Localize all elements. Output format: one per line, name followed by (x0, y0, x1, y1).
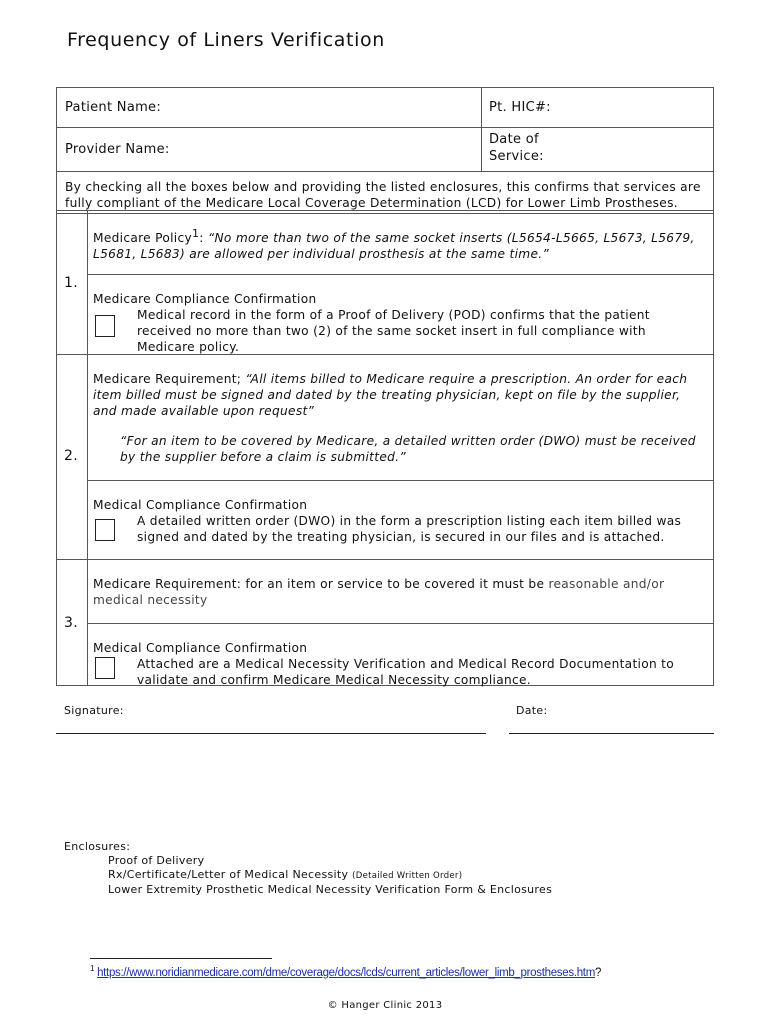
provider-name-label: Provider Name: (65, 142, 170, 157)
enclosure-item-text: Rx/Certificate/Letter of Medical Necessity (108, 868, 349, 881)
patient-name-label: Patient Name: (65, 100, 162, 115)
patient-name-cell[interactable] (57, 88, 482, 127)
section-2-checkbox[interactable] (95, 519, 115, 541)
section-3-number-cell (57, 559, 88, 685)
section-2-requirement-label: Medicare Requirement; (93, 372, 246, 386)
patient-info-table (56, 87, 714, 214)
provider-name-cell[interactable] (57, 128, 482, 171)
section-2-number-cell (57, 354, 88, 559)
section-1-checkbox[interactable] (95, 315, 115, 337)
divider (57, 559, 713, 560)
footnote-divider (90, 958, 272, 959)
patient-row (57, 88, 713, 128)
enclosure-item-note: (Detailed Written Order) (352, 871, 463, 881)
section-3-number: 3. (64, 615, 78, 631)
section-2-quote-2: “For an item to be covered by Medicare, a detailed written order (DWO) must be received by the supplier before a claim is submitted.” (120, 434, 696, 464)
section-1-requirement (87, 226, 713, 262)
page-title: Frequency of Liners Verification (67, 29, 385, 51)
date-line[interactable] (509, 733, 714, 734)
section-3-requirement-label: Medicare Requirement: for an item or service to be covered it must be (93, 577, 549, 591)
enclosure-item: Lower Extremity Prosthetic Medical Necessity Verification Form & Enclosures (108, 883, 553, 896)
section-1-colon: : (199, 231, 208, 246)
enclosure-item: Proof of Delivery (108, 854, 205, 867)
section-3-confirmation-text: Attached are a Medical Necessity Verification and Medical Record Documentation to validate and confirm Medicare Medical Necessity compliance. (137, 657, 674, 687)
footnote (90, 964, 601, 979)
footnote-suffix: ? (594, 966, 602, 979)
divider (87, 274, 713, 275)
divider (87, 623, 713, 624)
section-1-confirmation-text: Medical record in the form of a Proof of Delivery (POD) confirms that the patient received no more than two (2) of the same socket insert in full compliance with Medicare policy. (137, 308, 650, 354)
enclosure-item (64, 868, 552, 883)
section-3-requirement-tail: reasonable and/or medical necessity (93, 577, 665, 607)
signature-line[interactable] (56, 733, 486, 734)
date-of-service-label-2: Service: (489, 149, 544, 164)
intro-row (57, 172, 713, 213)
section-2-confirmation-text: A detailed written order (DWO) in the form a prescription listing each item billed was signed and dated by the treating physician, is secured in our files and is attached. (137, 514, 682, 544)
section-1-number-cell (57, 211, 88, 354)
section-2-quote: “All items billed to Medicare require a prescription. An order for each item billed must be signed and dated by the treating physician, kept on file by the supplier, and made available upon request” (93, 372, 688, 418)
section-2-confirmation-label: Medical Compliance Confirmation (93, 498, 308, 512)
enclosures-label: Enclosures: (64, 840, 131, 853)
section-2-number: 2. (64, 448, 78, 464)
copyright: © Hanger Clinic 2013 (327, 1000, 443, 1011)
signature-label: Signature: (64, 704, 124, 717)
enclosures (64, 840, 552, 897)
section-3-requirement (87, 576, 673, 608)
provider-row (57, 128, 713, 172)
footnote-number: 1 (90, 964, 95, 973)
date-label: Date: (516, 704, 548, 717)
section-2-requirement (87, 371, 703, 419)
compliance-table (56, 210, 714, 686)
section-3-checkbox[interactable] (95, 657, 115, 679)
footnote-link[interactable]: https://www.noridianmedicare.com/dme/coverage/docs/lcds/current_articles/lower_limb_prostheses.htm (97, 966, 595, 979)
section-1-requirement-label: Medicare Policy (93, 231, 192, 246)
section-1-number: 1. (64, 275, 78, 291)
intro-text: By checking all the boxes below and providing the listed enclosures, this confirms that services are fully compliant of the Medicare Local Coverage Determination (LCD) for Lower Limb Prostheses. (65, 180, 701, 210)
section-1-confirmation-label: Medicare Compliance Confirmation (93, 292, 317, 306)
section-1-quote: “No more than two of the same socket inserts (L5654-L5665, L5673, L5679, L5681, L5683) are allowed per individual prosthesis at the same time.” (93, 231, 695, 262)
divider (87, 480, 713, 481)
date-of-service-label-1: Date of (489, 132, 539, 147)
section-3-confirmation-label: Medical Compliance Confirmation (93, 641, 308, 655)
footnote-mark: 1 (191, 227, 200, 240)
pt-hic-label: Pt. HIC#: (489, 100, 551, 115)
divider (57, 354, 713, 355)
